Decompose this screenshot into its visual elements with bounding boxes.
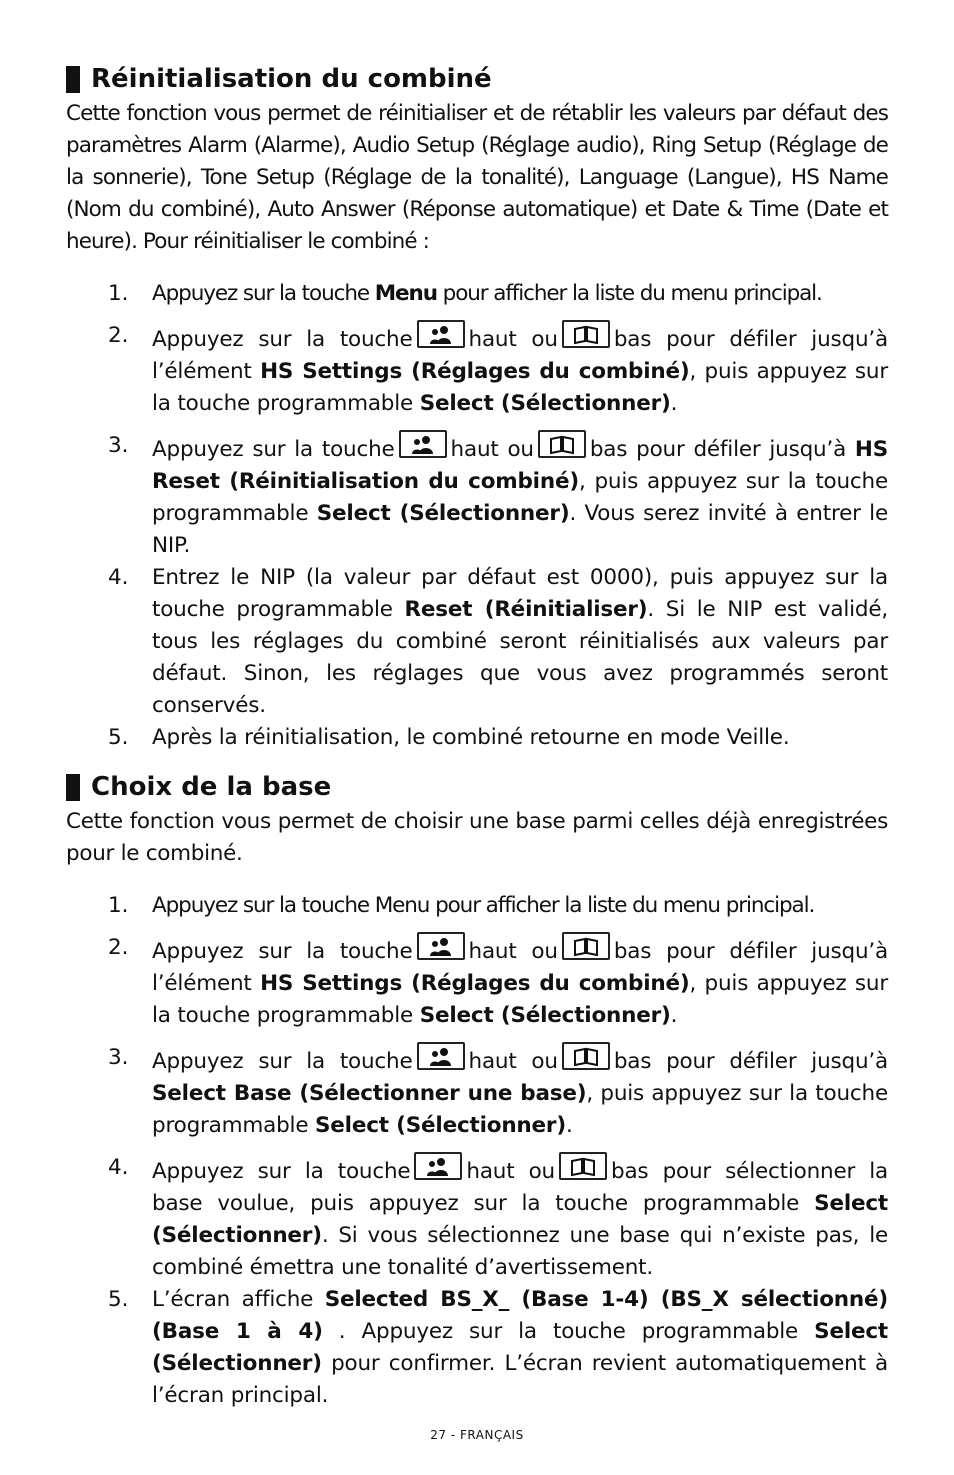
list-item: [66, 430, 888, 562]
steps-list: [66, 890, 888, 1412]
step-number: 3.: [108, 433, 129, 458]
section-heading-base: [66, 768, 888, 806]
book-down-icon: [562, 1042, 610, 1070]
list-item: [66, 890, 888, 922]
list-item: [66, 1042, 888, 1142]
step-number: 5.: [108, 725, 129, 750]
contacts-up-icon: [417, 932, 465, 960]
contacts-up-icon: [399, 430, 447, 458]
step-number: 4.: [108, 565, 129, 590]
step-text: Entrez le NIP (la valeur par défaut est 0000), puis appuyez sur la touche programmable Reset (Réinitialiser). Si le NIP est validé, tous les réglages du combiné seront réinitialisés aux valeurs par défaut. Sinon, les réglages que vous avez programmés seront conservés.: [152, 565, 888, 718]
step-text: Après la réinitialisation, le combiné retourne en mode Veille.: [152, 725, 790, 750]
list-item: [66, 722, 888, 754]
step-text: Appuyez sur la touche haut ou bas pour défiler jusqu’à HS Reset (Réinitialisation du combiné), puis appuyez sur la touche programmable Select (Sélectionner). Vous serez invité à entrer le NIP.: [152, 430, 888, 562]
section-intro: Cette fonction vous permet de réinitialiser et de rétablir les valeurs par défaut des paramètres Alarm (Alarme), Audio Setup (Réglage audio), Ring Setup (Réglage de la sonnerie), Tone Setup (Réglage de la tonalité), Language (Langue), HS Name (Nom du combiné), Auto Answer (Réponse automatique) et Date & Time (Date et heure). Pour réinitialiser le combiné :: [66, 101, 888, 254]
heading-bar-icon: [66, 774, 80, 801]
step-text: Appuyez sur la touche haut ou bas pour sélectionner la base voulue, puis appuyez sur la touche programmable Select (Sélectionner). Si vous sélectionnez une base qui n’existe pas, le combiné émettra une tonalité d’avertissement.: [152, 1152, 888, 1284]
contacts-up-icon: [414, 1152, 462, 1180]
heading-bar-icon: [66, 66, 80, 93]
section-title: Réinitialisation du combiné: [91, 64, 492, 94]
list-item: [66, 932, 888, 1032]
list-item: [66, 1284, 888, 1412]
page-footer: 27 - FRANÇAIS: [430, 1428, 524, 1442]
contacts-up-icon: [417, 320, 465, 348]
step-number: 1.: [108, 893, 129, 918]
step-number: 2.: [108, 935, 129, 960]
step-text: Appuyez sur la touche haut ou bas pour défiler jusqu’à l’élément HS Settings (Réglages du combiné), puis appuyez sur la touche programmable Select (Sélectionner).: [152, 932, 888, 1032]
step-text: L’écran affiche Selected BS_X_ (Base 1-4) (BS_X sélectionné) (Base 1 à 4) . Appuyez sur la touche programmable Select (Sélectionner) pour confirmer. L’écran revient automatiquement à l’écran principal.: [152, 1287, 888, 1408]
step-text: Appuyez sur la touche Menu pour afficher la liste du menu principal.: [152, 281, 822, 306]
step-number: 2.: [108, 323, 129, 348]
contacts-up-icon: [417, 1042, 465, 1070]
section-title: Choix de la base: [91, 772, 332, 802]
step-text: Appuyez sur la touche Menu pour afficher la liste du menu principal.: [152, 893, 815, 918]
step-text: Appuyez sur la touche haut ou bas pour défiler jusqu’à Select Base (Sélectionner une base), puis appuyez sur la touche programmable Select (Sélectionner).: [152, 1042, 888, 1142]
list-item: [66, 320, 888, 420]
step-number: 4.: [108, 1155, 129, 1180]
book-down-icon: [562, 320, 610, 348]
list-item: [66, 278, 888, 310]
book-down-icon: [562, 932, 610, 960]
book-down-icon: [538, 430, 586, 458]
step-number: 3.: [108, 1045, 129, 1070]
step-number: 1.: [108, 281, 129, 306]
step-number: 5.: [108, 1287, 129, 1312]
manual-page: [66, 60, 888, 1412]
steps-list: [66, 278, 888, 754]
list-item: [66, 562, 888, 722]
section-intro: Cette fonction vous permet de choisir une base parmi celles déjà enregistrées pour le combiné.: [66, 809, 888, 866]
section-heading-reset: [66, 60, 888, 98]
book-down-icon: [559, 1152, 607, 1180]
list-item: [66, 1152, 888, 1284]
step-text: Appuyez sur la touche haut ou bas pour défiler jusqu’à l’élément HS Settings (Réglages du combiné), puis appuyez sur la touche programmable Select (Sélectionner).: [152, 320, 888, 420]
